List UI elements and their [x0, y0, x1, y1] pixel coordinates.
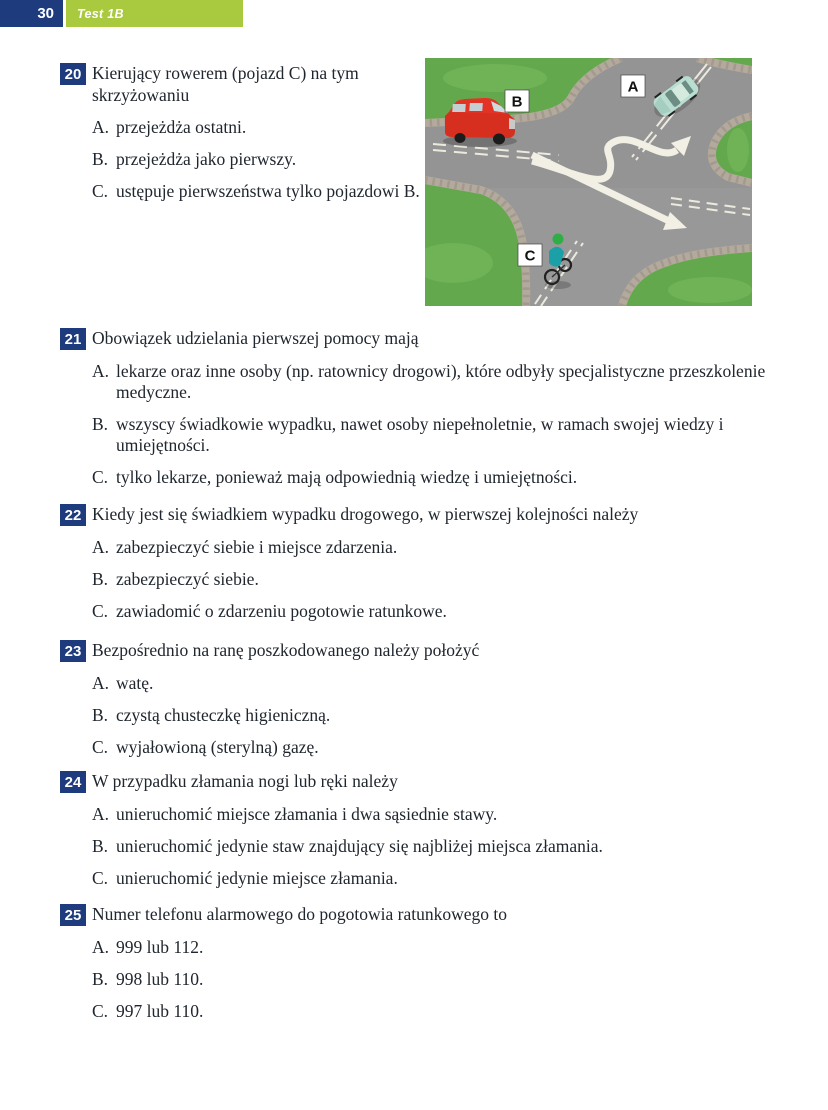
- option-text: ustępuje pierwszeństwa tylko pojazdowi B.: [116, 181, 420, 201]
- question-number-badge: 25: [60, 904, 86, 926]
- option-text: tylko lekarze, ponieważ mają odpowiednią wiedzę i umiejętności.: [116, 467, 578, 487]
- question-number-badge: 22: [60, 504, 86, 526]
- page-number: 30: [0, 0, 63, 27]
- answer-option-b: [92, 705, 772, 726]
- option-label: B.: [92, 149, 109, 169]
- option-text: zabezpieczyć siebie.: [116, 569, 259, 589]
- answer-option-c: [92, 868, 772, 889]
- label-a: A: [627, 78, 639, 96]
- helmet: [553, 234, 564, 245]
- option-label: B.: [92, 705, 109, 725]
- answer-option-a: [92, 804, 772, 825]
- option-text: lekarze oraz inne osoby (np. ratownicy drogowi), które odbyły specjalistyczne przeszkolenie medyczne.: [116, 361, 766, 402]
- option-text: przejeżdża ostatni.: [116, 117, 247, 137]
- answer-option-c: [92, 467, 772, 488]
- option-label: B.: [92, 569, 109, 589]
- option-label: C.: [92, 1001, 109, 1021]
- option-label: C.: [92, 601, 109, 621]
- side-window: [469, 103, 483, 111]
- answer-option-c: [92, 181, 426, 202]
- option-text: wszyscy świadkowie wypadku, nawet osoby niepełnoletnie, w ramach swojej wiedzy i umiejętności.: [116, 414, 724, 455]
- question-text: Bezpośrednio na ranę poszkodowanego należy położyć: [92, 640, 480, 660]
- label-c: C: [524, 247, 536, 265]
- answer-option-a: [92, 537, 772, 558]
- question-21: [60, 327, 772, 488]
- option-label: A.: [92, 117, 110, 137]
- option-text: 999 lub 112.: [116, 937, 204, 957]
- answer-option-a: [92, 117, 426, 138]
- option-label: C.: [92, 467, 109, 487]
- side-window: [452, 104, 466, 112]
- option-label: A.: [92, 537, 110, 557]
- option-text: zabezpieczyć siebie i miejsce zdarzenia.: [116, 537, 398, 557]
- option-label: A.: [92, 804, 110, 824]
- answer-option-a: [92, 937, 772, 958]
- question-text: Kiedy jest się świadkiem wypadku drogowego, w pierwszej kolejności należy: [92, 504, 639, 524]
- option-text: unieruchomić miejsce złamania i dwa sąsiednie stawy.: [116, 804, 498, 824]
- answer-option-a: [92, 673, 772, 694]
- option-label: A.: [92, 937, 110, 957]
- option-label: B.: [92, 969, 109, 989]
- option-text: czystą chusteczkę higieniczną.: [116, 705, 331, 725]
- question-text: W przypadku złamania nogi lub ręki należy: [92, 771, 398, 791]
- option-label: C.: [92, 737, 109, 757]
- answer-option-b: [92, 969, 772, 990]
- question-20: [60, 62, 426, 202]
- option-label: A.: [92, 673, 110, 693]
- answer-option-a: [92, 361, 772, 403]
- question-number-badge: 23: [60, 640, 86, 662]
- question-number-badge: 20: [60, 63, 86, 85]
- test-label: Test 1B: [66, 0, 243, 27]
- option-text: 997 lub 110.: [116, 1001, 204, 1021]
- answer-option-b: [92, 569, 772, 590]
- option-text: unieruchomić jedynie miejsce złamania.: [116, 868, 398, 888]
- question-22: [60, 503, 772, 622]
- question-text: Kierujący rowerem (pojazd C) na tym skrzyżowaniu: [92, 63, 359, 105]
- label-b: B: [511, 93, 523, 111]
- answer-option-b: [92, 149, 426, 170]
- option-text: 998 lub 110.: [116, 969, 204, 989]
- answer-option-b: [92, 836, 772, 857]
- intersection-scene: [425, 58, 752, 306]
- answer-option-b: [92, 414, 772, 456]
- option-label: A.: [92, 361, 110, 381]
- question-24: [60, 770, 772, 889]
- page-header: [0, 0, 243, 27]
- question-text: Numer telefonu alarmowego do pogotowia ratunkowego to: [92, 904, 508, 924]
- option-text: wyjałowioną (sterylną) gazę.: [116, 737, 319, 757]
- option-label: C.: [92, 868, 109, 888]
- answer-option-c: [92, 737, 772, 758]
- option-text: unieruchomić jedynie staw znajdujący się najbliżej miejsca złamania.: [116, 836, 603, 856]
- question-25: [60, 903, 772, 1022]
- question-23: [60, 639, 772, 758]
- option-text: watę.: [116, 673, 154, 693]
- option-label: B.: [92, 836, 109, 856]
- question-text: Obowiązek udzielania pierwszej pomocy mają: [92, 328, 419, 348]
- intersection-illustration: [425, 58, 752, 306]
- option-label: C.: [92, 181, 109, 201]
- option-text: zawiadomić o zdarzeniu pogotowie ratunkowe.: [116, 601, 447, 621]
- option-text: przejeżdża jako pierwszy.: [116, 149, 297, 169]
- option-label: B.: [92, 414, 109, 434]
- answer-option-c: [92, 1001, 772, 1022]
- question-number-badge: 24: [60, 771, 86, 793]
- answer-option-c: [92, 601, 772, 622]
- question-number-badge: 21: [60, 328, 86, 350]
